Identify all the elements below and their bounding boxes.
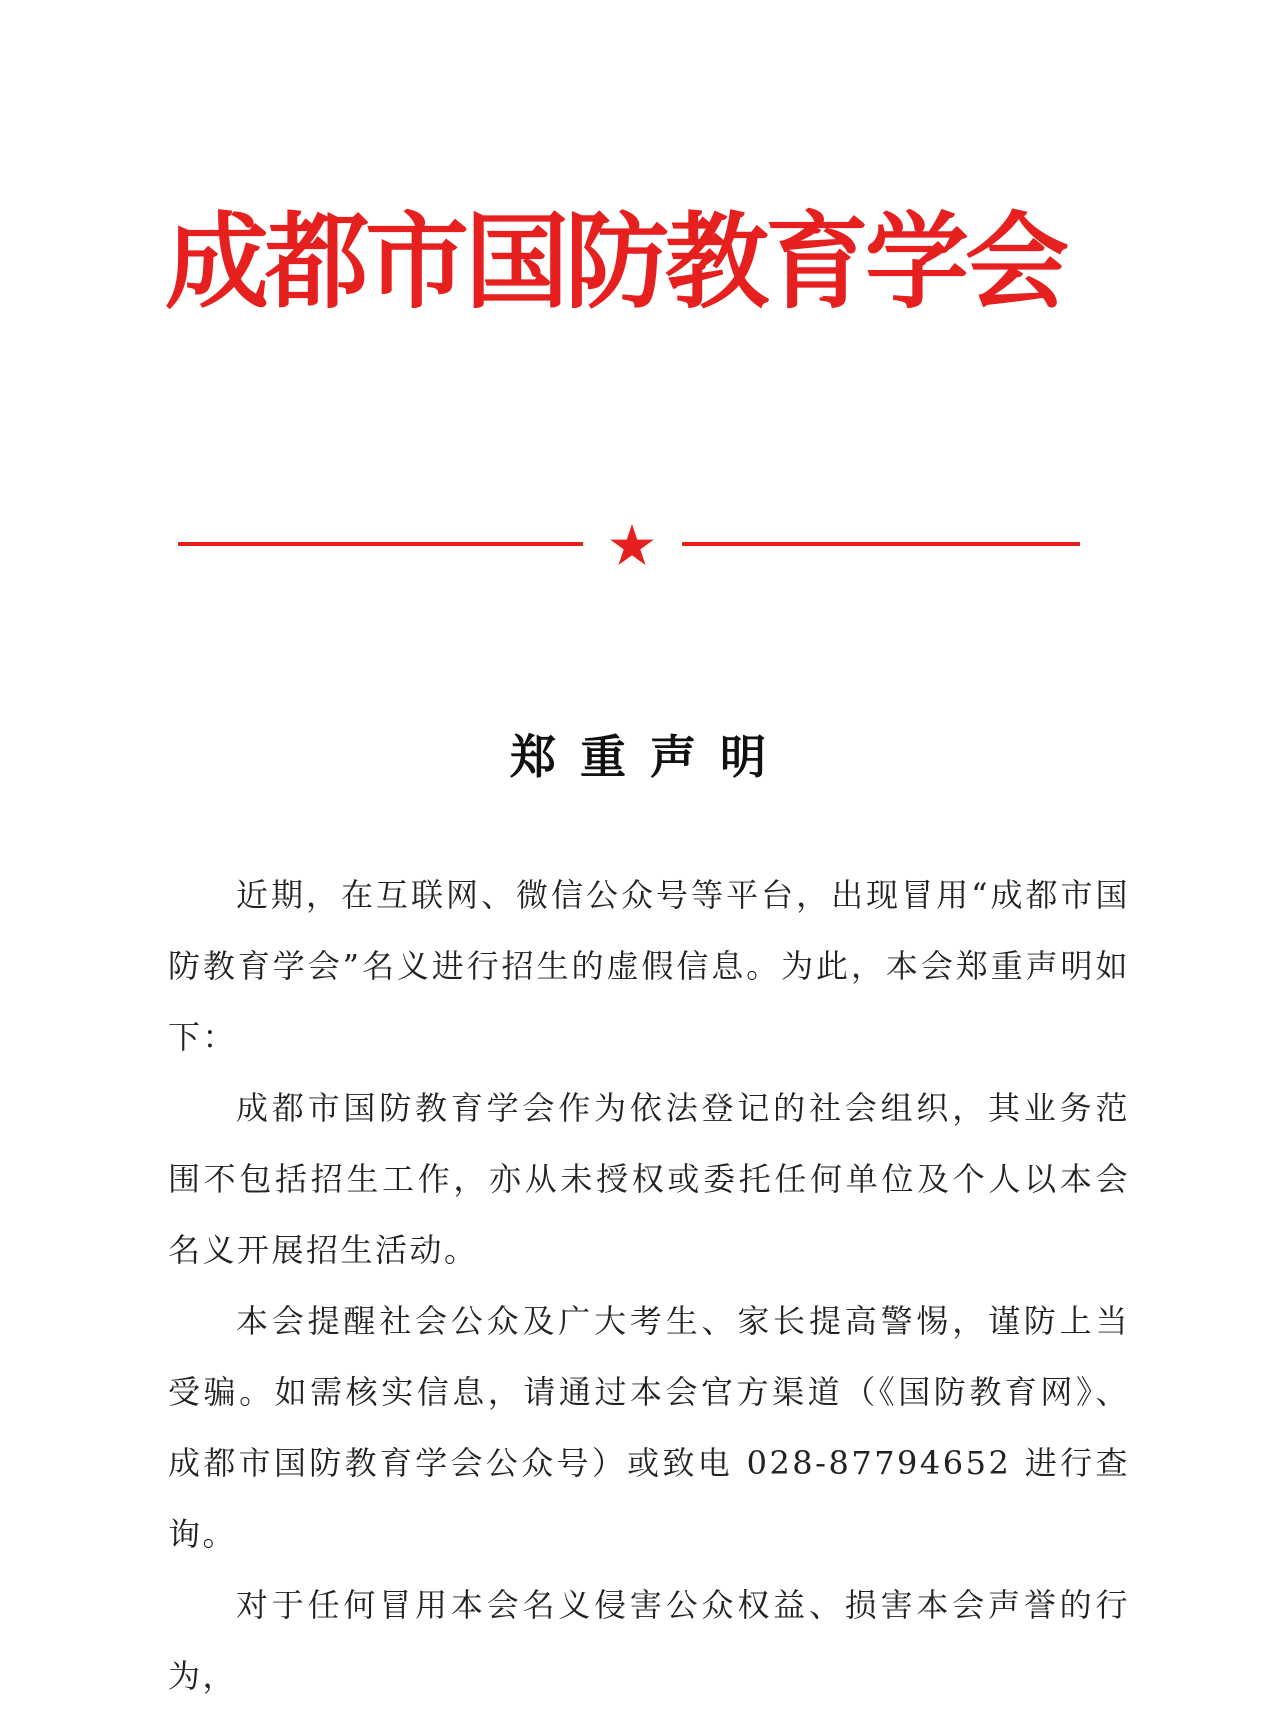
org-name-header: 成都市国防教育学会 xyxy=(165,200,1066,323)
statement-body xyxy=(168,860,1130,1712)
body-paragraph-3: 本会提醒社会公众及广大考生、家长提高警惕，谨防上当受骗。如需核实信息，请通过本会官方渠道（《国防教育网》、成都市国防教育学会公众号）或致电 028-87794652 进行查询。 xyxy=(168,1302,1130,1553)
body-paragraph-4: 对于任何冒用本会名义侵害公众权益、损害本会声誉的行为， xyxy=(168,1586,1130,1695)
body-paragraph-2: 成都市国防教育学会作为依法登记的社会组织，其业务范围不包括招生工作，亦从未授权或委托任何单位及个人以本会名义开展招生活动。 xyxy=(168,1089,1130,1269)
statement-heading: 郑重声明 xyxy=(510,730,790,784)
star-icon xyxy=(609,522,655,568)
body-paragraph-1: 近期，在互联网、微信公众号等平台，出现冒用“成都市国防教育学会”名义进行招生的虚假信息。为此，本会郑重声明如下： xyxy=(168,876,1130,1056)
red-divider-right xyxy=(682,542,1080,546)
red-divider-left xyxy=(178,542,583,546)
